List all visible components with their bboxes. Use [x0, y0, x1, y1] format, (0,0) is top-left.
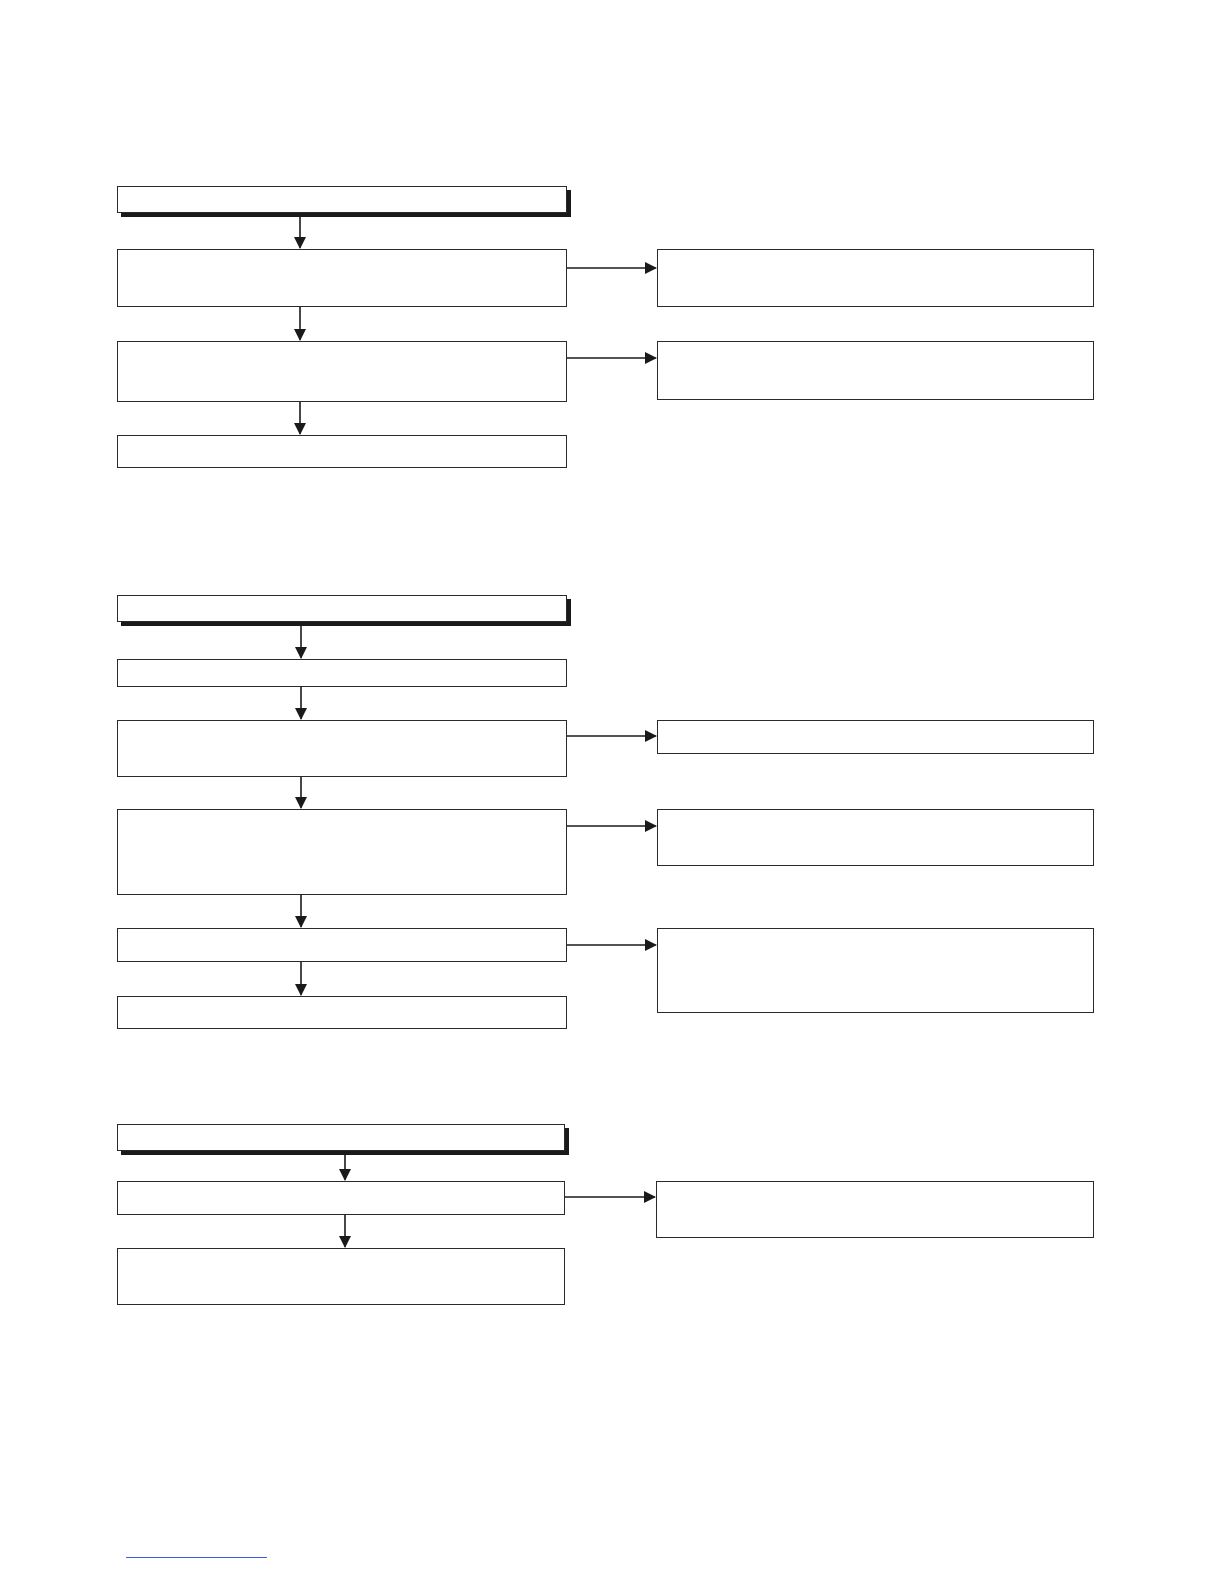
footer-rule	[126, 1557, 267, 1558]
